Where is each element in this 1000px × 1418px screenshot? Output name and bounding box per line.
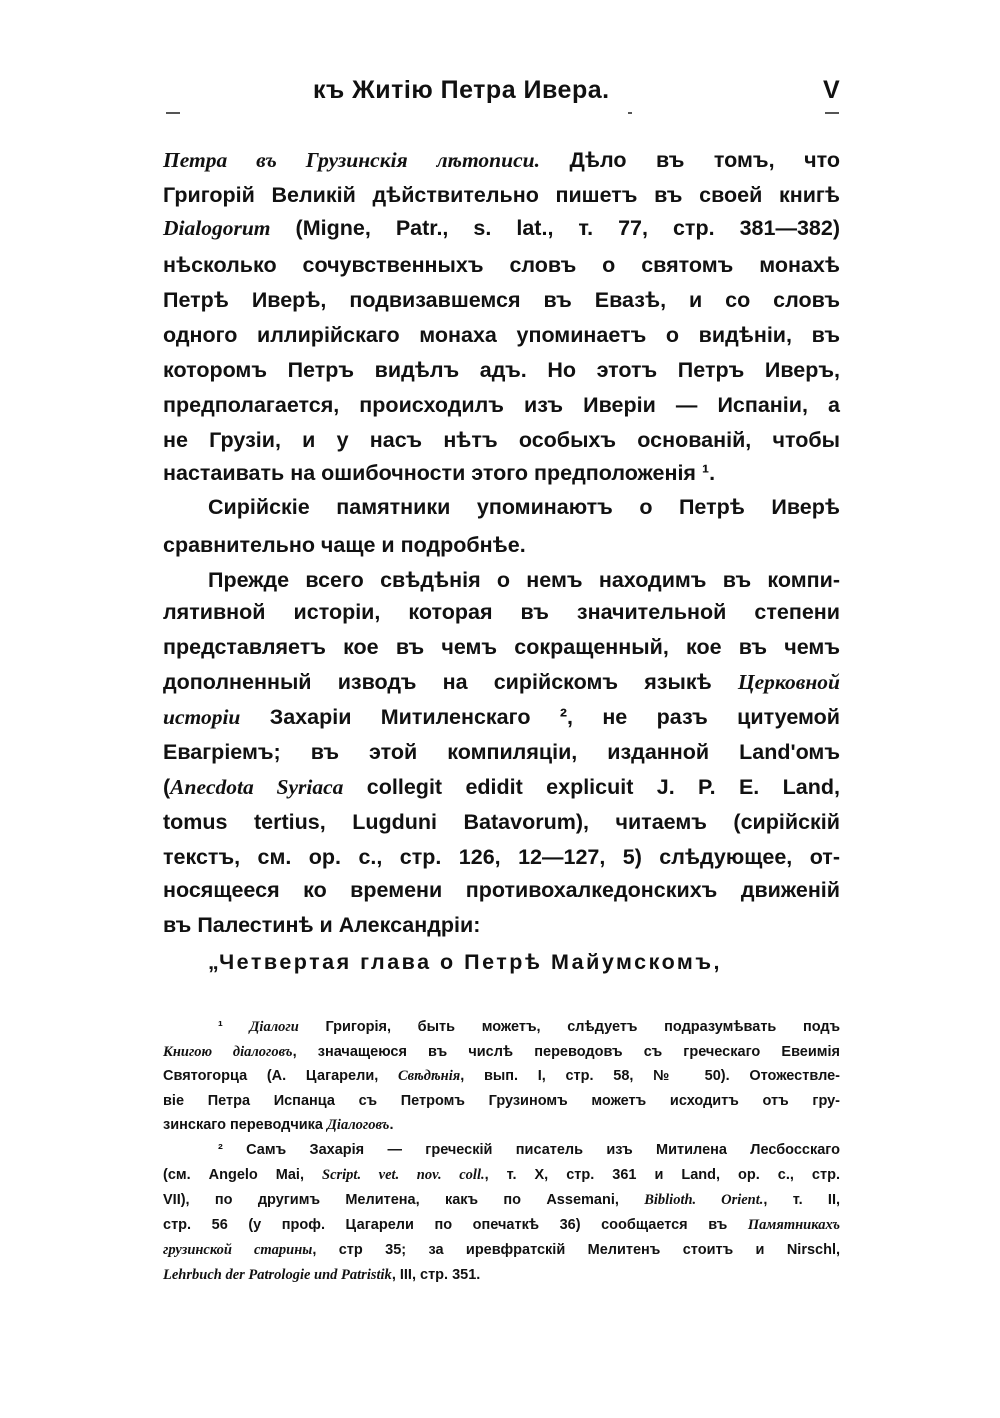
body-line [163, 145, 840, 175]
body-line [163, 597, 840, 627]
text-run: віе Петра Испанца съ Петромъ Грузиномъ можетъ исходитъ отъ гру- [163, 1093, 840, 1109]
footnote-line [163, 1114, 840, 1136]
text-run: стр. 56 (у проф. Цагарели по опечаткѣ 36) сообщается въ [163, 1217, 748, 1233]
text-run: (см. Angelo Mai, [163, 1167, 322, 1183]
text-run: Евагріемъ; въ этой компиляціи, изданной Land'омъ [163, 740, 840, 764]
text-run: Григорій Великій дѣйствительно пишетъ въ своей книгѣ [163, 183, 840, 207]
text-run: , т. X, стр. 361 и Land, op. c., стр. [484, 1167, 840, 1183]
text-run: Прежде всего свѣдѣнія о немъ находимъ въ компи- [208, 568, 840, 592]
footnote-line [163, 1164, 840, 1186]
text-run: лятивной исторіи, которая въ значительной степени [163, 600, 840, 624]
body-line [163, 180, 840, 210]
footnote-line [163, 1090, 840, 1112]
italic-text: исторіи [163, 705, 241, 729]
body-line [163, 910, 840, 940]
text-run: сравнительно чаще и подробнѣе. [163, 533, 526, 557]
text-run: , вып. I, стр. 58, № 50). Отожествле- [460, 1068, 840, 1084]
footnote-line [163, 1239, 840, 1261]
italic-text: Книгою діалоговъ [163, 1044, 293, 1060]
text-run: collegit edidit explicuit J. P. E. Land, [343, 775, 840, 799]
footnote-line [163, 1065, 840, 1087]
body-line [163, 213, 840, 243]
text-run: которомъ Петръ видѣлъ адъ. Но этотъ Петръ Иверъ, [163, 358, 840, 382]
text-run: , значащеюся въ числѣ переводовъ съ греческаго Евеимія [292, 1044, 841, 1060]
body-line [163, 285, 840, 315]
body-line [163, 565, 840, 595]
header-rule-mark [166, 112, 180, 114]
body-line [163, 492, 840, 522]
text-run: . [389, 1117, 394, 1133]
body-line [163, 390, 840, 420]
body-line [163, 875, 840, 905]
italic-text: Script. vet. nov. coll. [322, 1167, 485, 1183]
body-line [163, 667, 840, 697]
footnote-line [163, 1041, 840, 1063]
italic-text: Петра въ Грузинскія лѣтописи. [163, 148, 540, 172]
text-run: , III, стр. 351. [391, 1267, 481, 1283]
body-line [163, 250, 840, 280]
text-run: Петрѣ Иверѣ, подвизавшемся въ Евазѣ, и со словъ [163, 288, 840, 312]
italic-text: Памятникахъ [747, 1217, 840, 1233]
footnote-line [163, 1189, 840, 1211]
text-run: Захаріи Митиленскаго ², не разъ цитуемой [240, 705, 840, 729]
running-header-title: къ Житію Петра Ивера. [313, 76, 610, 104]
text-run: нѣсколько сочувственныхъ словъ о святомъ монахѣ [163, 253, 840, 277]
italic-text: грузинской старины [163, 1242, 313, 1258]
italic-text: Dialogorum [163, 216, 271, 240]
page-number: V [823, 76, 841, 104]
text-run: , стр 35; за иревфратскій Мелитенъ стоитъ и Nirschl, [312, 1242, 841, 1258]
italic-text: Lehrbuch der Patrologie und Patristik [163, 1267, 392, 1283]
text-run: настаивать на ошибочности этого предположенія ¹. [163, 461, 716, 485]
text-run: (Migne, Patr., s. lat., т. 77, стр. 381—382) [270, 216, 840, 240]
header-rule-mark [628, 112, 632, 114]
footnote-line [163, 1264, 840, 1286]
italic-text: Діалоговъ [327, 1117, 390, 1133]
body-line [163, 947, 840, 977]
body-line [163, 842, 840, 872]
text-run: предполагается, происходилъ изъ Иверіи — Испаніи, а [163, 393, 840, 417]
text-run: представляетъ кое въ чемъ сокращенный, кое въ чемъ [163, 635, 840, 659]
text-run: не Грузіи, и у насъ нѣтъ особыхъ основаній, чтобы [163, 428, 840, 452]
body-line [163, 320, 840, 350]
body-line [163, 458, 840, 488]
text-run: зинскаго переводчика [163, 1117, 328, 1133]
text-run: текстъ, см. op. c., стр. 126, 12—127, 5) слѣдующее, от- [163, 845, 840, 869]
header-rule-mark [825, 112, 839, 114]
footnote-line [163, 1016, 840, 1038]
body-line [163, 632, 840, 662]
text-run: Святогорца (А. Цагарели, [163, 1068, 398, 1084]
text-run: носящееся ко времени противохалкедонскихъ движеній [163, 878, 840, 902]
body-line [163, 355, 840, 385]
footnote-line [163, 1214, 840, 1236]
text-run: въ Палестинѣ и Александріи: [163, 913, 481, 937]
italic-text: Свѣдѣнія [397, 1068, 461, 1084]
body-line [163, 737, 840, 767]
body-line [163, 772, 840, 802]
text-run: одного иллирійскаго монаха упоминаетъ о видѣніи, въ [163, 323, 840, 347]
body-line [163, 702, 840, 732]
text-run: ¹ [218, 1019, 250, 1035]
text-run: VII), по другимъ Мелитена, какъ по Assemani, [163, 1192, 645, 1208]
text-run: , т. II, [763, 1192, 840, 1208]
body-line [163, 530, 840, 560]
italic-text: Biblioth. Orient. [644, 1192, 764, 1208]
footnote-line [163, 1139, 840, 1161]
text-run: Григорія, быть можетъ, слѣдуетъ подразумѣвать подъ [298, 1019, 841, 1035]
italic-text: Anecdota Syriaca [170, 775, 344, 799]
text-run: Дѣло въ томъ, что [539, 148, 840, 172]
text-run: Сирійскіе памятники упоминаютъ о Петрѣ Иверѣ [208, 495, 840, 519]
text-run: ² Самъ Захарія — греческій писатель изъ Митилена Лесбосскаго [218, 1142, 840, 1158]
italic-text: Діалоги [249, 1019, 299, 1035]
text-run: ( [163, 775, 171, 799]
text-run: tomus tertius, Lugduni Batavorum), читаемъ (сирійскій [163, 810, 840, 834]
text-run: дополненный изводъ на сирійскомъ языкѣ [163, 670, 738, 694]
italic-text: Церковной [737, 670, 840, 694]
body-line [163, 425, 840, 455]
body-line [163, 807, 840, 837]
text-run: „Четвертая глава о Петрѣ Майумскомъ, [208, 950, 722, 974]
